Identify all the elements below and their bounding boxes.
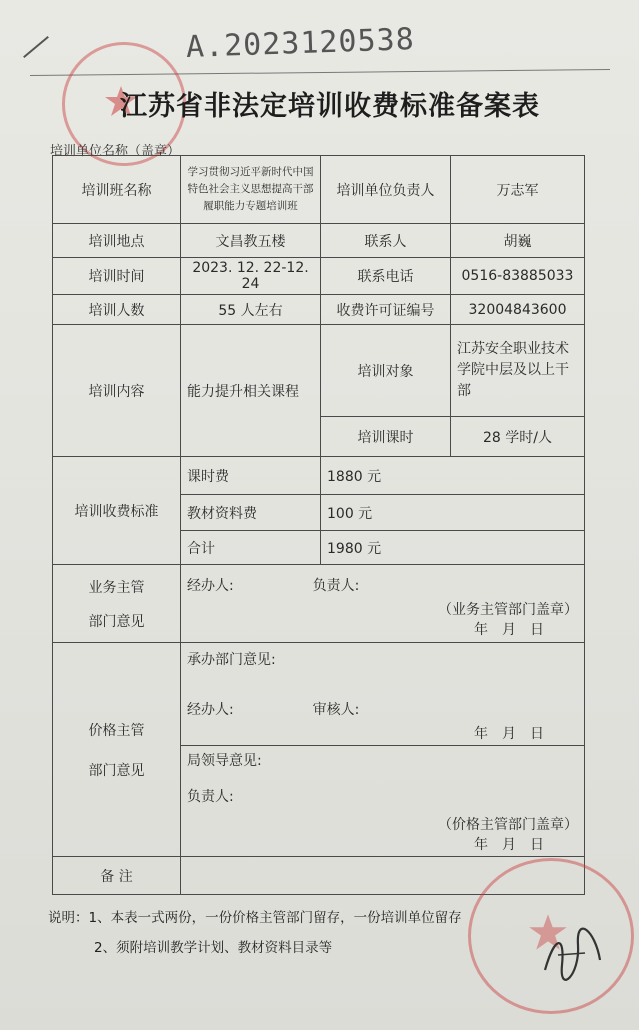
bureau-label: 局领导意见: — [187, 753, 262, 769]
leader-value: 万志军 — [451, 156, 585, 224]
contact-value: 胡巍 — [451, 224, 585, 258]
fee-item-value: 1980 元 — [321, 531, 585, 565]
time-label: 培训时间 — [53, 258, 181, 295]
note-line-1: 说明：1、本表一式两份，一份价格主管部门留存，一份培训单位留存 — [48, 910, 462, 926]
count-label: 培训人数 — [53, 295, 181, 325]
phone-value: 0516-83885033 — [451, 258, 585, 295]
handwritten-number: A.2023120538 — [185, 22, 416, 65]
count-value: 55 人左右 — [181, 295, 321, 325]
biz-label-line-2: 部门意见 — [88, 613, 145, 630]
price-opinion-label — [53, 643, 181, 857]
license-label: 收费许可证编号 — [321, 295, 451, 325]
price-label-line-1: 价格主管 — [88, 722, 145, 739]
class-name-label: 培训班名称 — [53, 156, 181, 224]
reviewer-label: 审核人: — [312, 702, 360, 718]
biz-date: 年 月 日 — [474, 622, 544, 638]
biz-responsible-label: 负责人: — [312, 578, 360, 594]
hours-label: 培训课时 — [321, 417, 451, 457]
undertake-label: 承办部门意见: — [187, 652, 276, 668]
fee-item-name: 合计 — [181, 531, 321, 565]
class-name-value: 学习贯彻习近平新时代中国特色社会主义思想提高干部履职能力专题培训班 — [181, 156, 321, 224]
filing-form-table — [52, 155, 585, 895]
price-agent-label: 经办人: — [187, 702, 234, 718]
fee-item-name: 教材资料费 — [181, 495, 321, 531]
bureau-opinion-cell — [181, 746, 585, 857]
fee-label: 培训收费标准 — [53, 457, 181, 565]
org-name-label: 培训单位名称（盖章） — [50, 144, 181, 159]
price-seal-note: （价格主管部门盖章） — [438, 817, 578, 833]
fee-item-value: 1880 元 — [321, 457, 585, 495]
content-value: 能力提升相关课程 — [181, 325, 321, 457]
place-value: 文昌教五楼 — [181, 224, 321, 258]
fee-item-name: 课时费 — [181, 457, 321, 495]
note-line-2: 2、须附培训教学计划、教材资料目录等 — [94, 940, 333, 956]
contact-label: 联系人 — [321, 224, 451, 258]
undertake-date: 年 月 日 — [474, 726, 544, 742]
fee-item-value: 100 元 — [321, 495, 585, 531]
bureau-date: 年 月 日 — [474, 837, 544, 853]
target-label: 培训对象 — [321, 325, 451, 417]
handwritten-signature-icon — [540, 925, 610, 985]
hours-value: 28 学时/人 — [451, 417, 585, 457]
remark-label: 备 注 — [53, 857, 181, 895]
page-title: 江苏省非法定培训收费标准备案表 — [120, 91, 540, 122]
license-value: 32004843600 — [451, 295, 585, 325]
biz-opinion-cell — [181, 565, 585, 643]
target-value: 江苏安全职业技术学院中层及以上干部 — [451, 325, 585, 417]
pen-mark — [23, 36, 49, 58]
biz-label-line-1: 业务主管 — [88, 579, 145, 596]
biz-opinion-label — [53, 565, 181, 643]
time-value: 2023. 12. 22-12. 24 — [181, 258, 321, 295]
undertake-opinion-cell — [181, 643, 585, 746]
phone-label: 联系电话 — [321, 258, 451, 295]
biz-seal-note: （业务主管部门盖章） — [438, 602, 578, 618]
leader-label: 培训单位负责人 — [321, 156, 451, 224]
content-label: 培训内容 — [53, 325, 181, 457]
price-label-line-2: 部门意见 — [88, 762, 145, 779]
place-label: 培训地点 — [53, 224, 181, 258]
biz-agent-label: 经办人: — [187, 578, 234, 594]
bureau-responsible-label: 负责人: — [187, 789, 234, 805]
